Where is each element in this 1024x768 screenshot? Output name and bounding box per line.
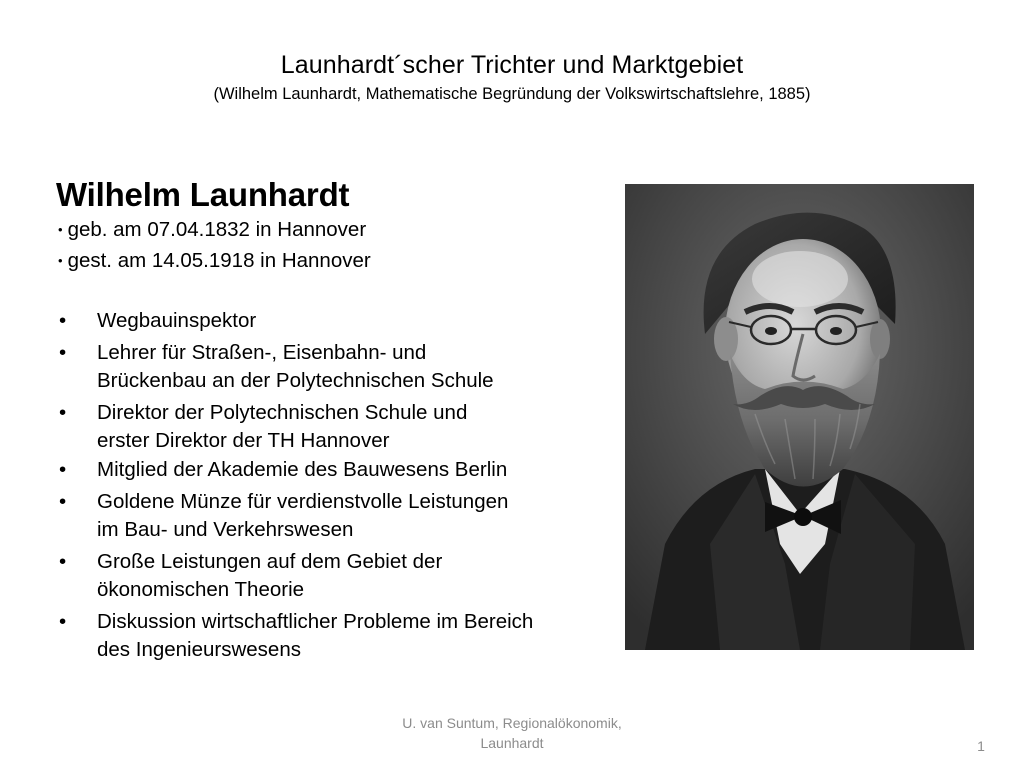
career-item-line: Große Leistungen auf dem Gebiet der [97,550,443,573]
career-item-line: des Ingenieurswesens [97,638,301,661]
birth-date-item [56,214,371,245]
career-item [56,399,616,455]
death-date-text: gest. am 14.05.1918 in Hannover [67,249,371,272]
birth-date-text: geb. am 07.04.1832 in Hannover [67,218,367,241]
career-item-line: erster Direktor der TH Hannover [97,429,390,452]
career-item-line: Wegbauinspektor [97,309,257,332]
career-item [56,548,616,604]
career-item-line: ökonomischen Theorie [97,578,305,601]
career-item [56,456,616,484]
death-date-item [56,245,371,276]
bullet-icon: • [58,253,63,268]
bullet-icon: • [59,550,67,573]
portrait-photo-icon [625,184,974,650]
footer-credit-line: Launhardt [480,735,544,751]
page-number: 1 [977,738,985,754]
career-item [56,307,616,335]
career-item [56,488,616,544]
bullet-icon: • [59,458,67,481]
slide-subtitle: (Wilhelm Launhardt, Mathematische Begründung der Volkswirtschaftslehre, 1885) [213,85,811,103]
career-item-line: Mitglied der Akademie des Bauwesens Berlin [97,458,508,481]
career-item-line: Lehrer für Straßen-, Eisenbahn- und [97,341,427,364]
career-item-line: Brückenbau an der Polytechnischen Schule [97,369,494,392]
bullet-icon: • [59,401,67,424]
career-item-line: Goldene Münze für verdienstvolle Leistungen [97,490,509,513]
footer-credit [362,713,662,753]
slide-title: Launhardt´scher Trichter und Marktgebiet [280,51,744,79]
bullet-icon: • [59,610,67,633]
bullet-icon: • [59,490,67,513]
portrait-photo [625,184,974,650]
career-list [56,307,616,668]
bullet-icon: • [59,309,67,332]
life-dates-list [56,214,371,276]
footer-credit-line: U. van Suntum, Regionalökonomik, [402,715,622,731]
bullet-icon: • [58,222,63,237]
career-item [56,339,616,395]
person-name: Wilhelm Launhardt [56,176,350,213]
career-item-line: Diskussion wirtschaftlicher Probleme im Bereich [97,610,534,633]
career-item-line: im Bau- und Verkehrswesen [97,518,354,541]
bullet-icon: • [59,341,67,364]
career-item [56,608,616,664]
career-item-line: Direktor der Polytechnischen Schule und [97,401,468,424]
